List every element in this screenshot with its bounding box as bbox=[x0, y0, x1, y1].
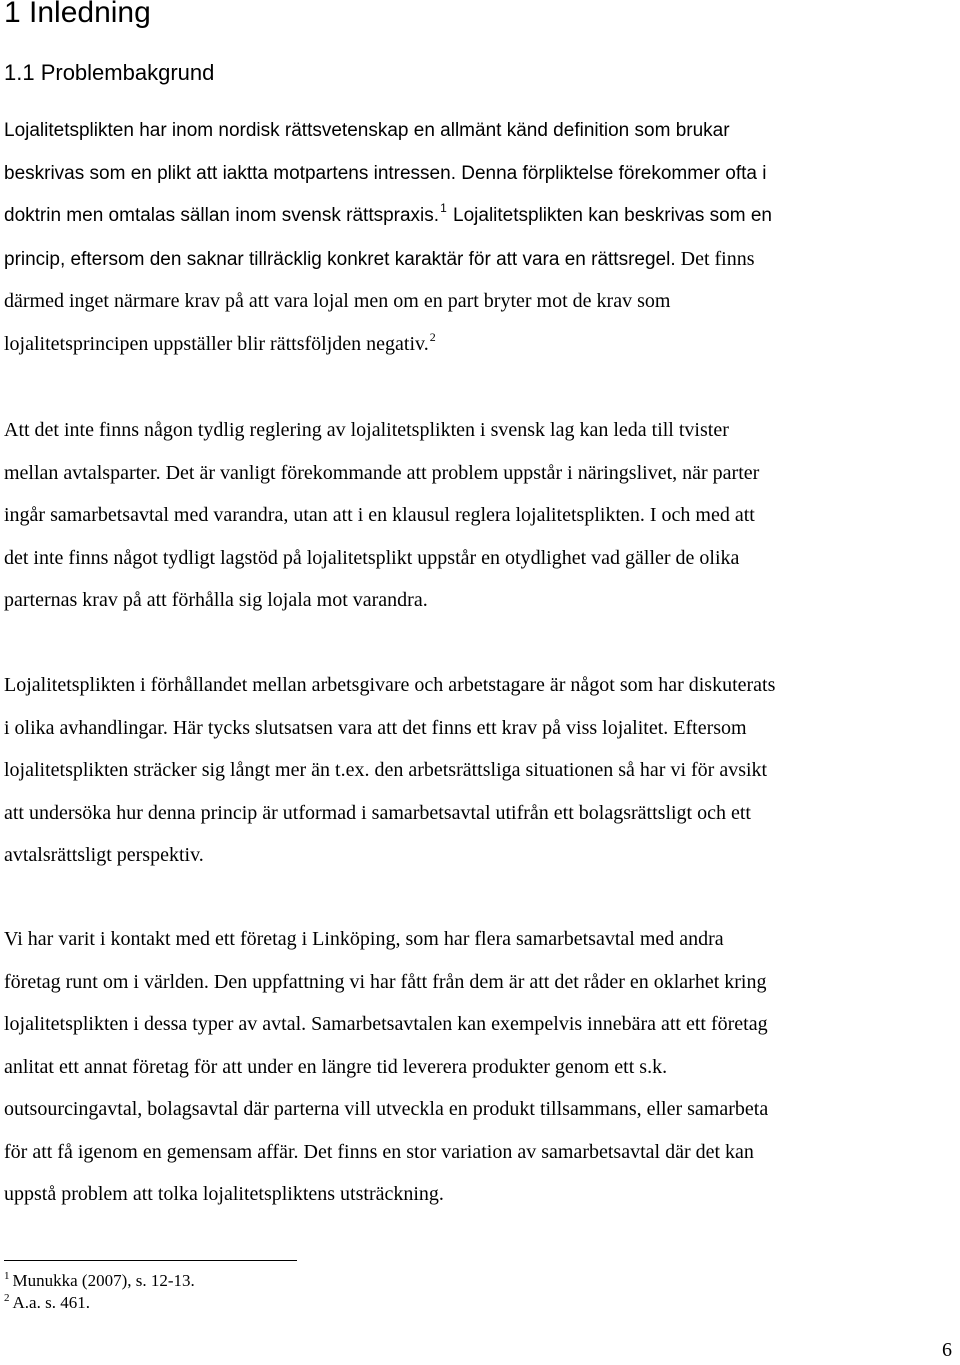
text-line bbox=[4, 1046, 768, 1089]
line-text: Det är vanligt förekommande att problem uppstår i näringslivet, när parter bbox=[160, 461, 760, 484]
chapter-heading: 1 Inledning bbox=[4, 0, 151, 29]
text-line bbox=[4, 749, 775, 792]
text-line bbox=[4, 1131, 768, 1174]
paragraph-employment-loyalty bbox=[4, 664, 775, 877]
line-text: beskrivas som en plikt att iaktta motpartens intressen. Denna förpliktelse förekommer ofta i bbox=[4, 162, 767, 184]
text-line bbox=[4, 537, 759, 580]
text-line bbox=[4, 961, 768, 1004]
line-text: anlitat ett annat företag för att under en längre tid leverera produkter genom ett s.k. bbox=[4, 1055, 668, 1078]
line-text: Det finns bbox=[675, 247, 755, 270]
text-line bbox=[4, 664, 775, 707]
line-text: uppstå problem att tolka lojalitetspliktens utsträckning. bbox=[4, 1183, 444, 1205]
text-line bbox=[4, 792, 775, 835]
line-text: lojalitetsplikten sträcker sig långt mer än t.ex. den arbetsrättsliga situationen så har vi för avsikt bbox=[4, 759, 768, 781]
text-line bbox=[4, 707, 775, 750]
page-number: 6 bbox=[942, 1339, 952, 1361]
line-text: i olika avhandlingar. Här tycks slutsatsen vara att det finns ett krav på viss lojalitet. Eftersom bbox=[4, 716, 747, 739]
section-heading: 1.1 Problembakgrund bbox=[4, 60, 215, 85]
paragraph-lack-of-regulation bbox=[4, 409, 759, 622]
line-text: Att det inte finns någon tydlig reglering av lojalitetsplikten i svensk lag kan leda till tvister bbox=[4, 419, 729, 441]
line-text: Lojalitetsplikten i förhållandet mellan arbetsgivare och arbetstagare är något som har diskuterats bbox=[4, 674, 776, 696]
line-text: avtalsrättsligt perspektiv. bbox=[4, 844, 204, 866]
footnote-2 bbox=[4, 1292, 195, 1314]
paragraph-company-contact bbox=[4, 918, 768, 1216]
text-line bbox=[4, 323, 772, 366]
line-text: ingår samarbetsavtal med varandra, utan att i en klausul reglera lojalitetsplikten. bbox=[4, 504, 645, 526]
line-text: därmed inget närmare krav på att vara lojal men om en part bryter mot de krav som bbox=[4, 290, 671, 312]
line-text: Vi har varit i kontakt med ett företag i Linköping, som har flera samarbetsavtal med andra bbox=[4, 928, 724, 950]
footnote-number: 1 bbox=[4, 1270, 10, 1282]
text-line bbox=[4, 1173, 768, 1216]
text-line bbox=[4, 280, 772, 323]
paragraph-problem-background bbox=[4, 110, 772, 365]
footnote-text: A.a. s. 461. bbox=[12, 1293, 90, 1312]
text-line bbox=[4, 1003, 768, 1046]
text-line bbox=[4, 195, 772, 238]
text-line bbox=[4, 238, 772, 281]
text-line bbox=[4, 579, 759, 622]
footnote-reference: 2 bbox=[429, 329, 436, 344]
line-text: Lojalitetsplikten har inom nordisk rättsvetenskap en allmänt känd definition som brukar bbox=[4, 120, 730, 141]
footnote-separator bbox=[4, 1260, 297, 1261]
text-line bbox=[4, 452, 759, 495]
text-line bbox=[4, 494, 759, 537]
line-text: princip, eftersom den saknar tillräcklig konkret karaktär för att vara en rättsregel. bbox=[4, 248, 676, 270]
text-line bbox=[4, 153, 772, 196]
line-text: mellan avtalsparter. bbox=[4, 461, 161, 484]
line-text: I och med att bbox=[644, 504, 755, 526]
footnote-reference: 1 bbox=[440, 201, 447, 215]
line-text: doktrin men omtalas sällan inom svensk rättspraxis. bbox=[4, 205, 440, 226]
text-line bbox=[4, 1088, 768, 1131]
line-text: outsourcingavtal, bolagsavtal där parterna vill utveckla en produkt tillsammans, eller samarbeta bbox=[4, 1098, 769, 1120]
footnote-1 bbox=[4, 1270, 195, 1292]
line-text: Lojalitetsplikten kan beskrivas som en bbox=[447, 205, 772, 226]
line-text: det inte finns något tydligt lagstöd på lojalitetsplikt uppstår en otydlighet vad gäller de olika bbox=[4, 546, 740, 569]
line-text: företag runt om i världen. Den uppfattning vi har fått från dem är att det råder en oklarhet kring bbox=[4, 970, 767, 993]
text-line bbox=[4, 918, 768, 961]
line-text: parternas krav på att förhålla sig lojala mot varandra. bbox=[4, 589, 428, 611]
footnote-text: Munukka (2007), s. 12-13. bbox=[12, 1271, 195, 1290]
line-text: att undersöka hur denna princip är utformad i samarbetsavtal utifrån ett bolagsrättsligt och ett bbox=[4, 801, 751, 824]
text-line bbox=[4, 834, 775, 877]
footnote-number: 2 bbox=[4, 1292, 10, 1304]
line-text: lojalitetsprincipen uppställer blir rättsföljden negativ. bbox=[4, 332, 429, 355]
footnotes bbox=[4, 1270, 195, 1314]
text-line bbox=[4, 110, 772, 153]
line-text: för att få igenom en gemensam affär. Det finns en stor variation av samarbetsavtal där det kan bbox=[4, 1140, 754, 1163]
text-line bbox=[4, 409, 759, 452]
line-text: lojalitetsplikten i dessa typer av avtal. Samarbetsavtalen kan exempelvis innebära att ett företag bbox=[4, 1013, 768, 1035]
